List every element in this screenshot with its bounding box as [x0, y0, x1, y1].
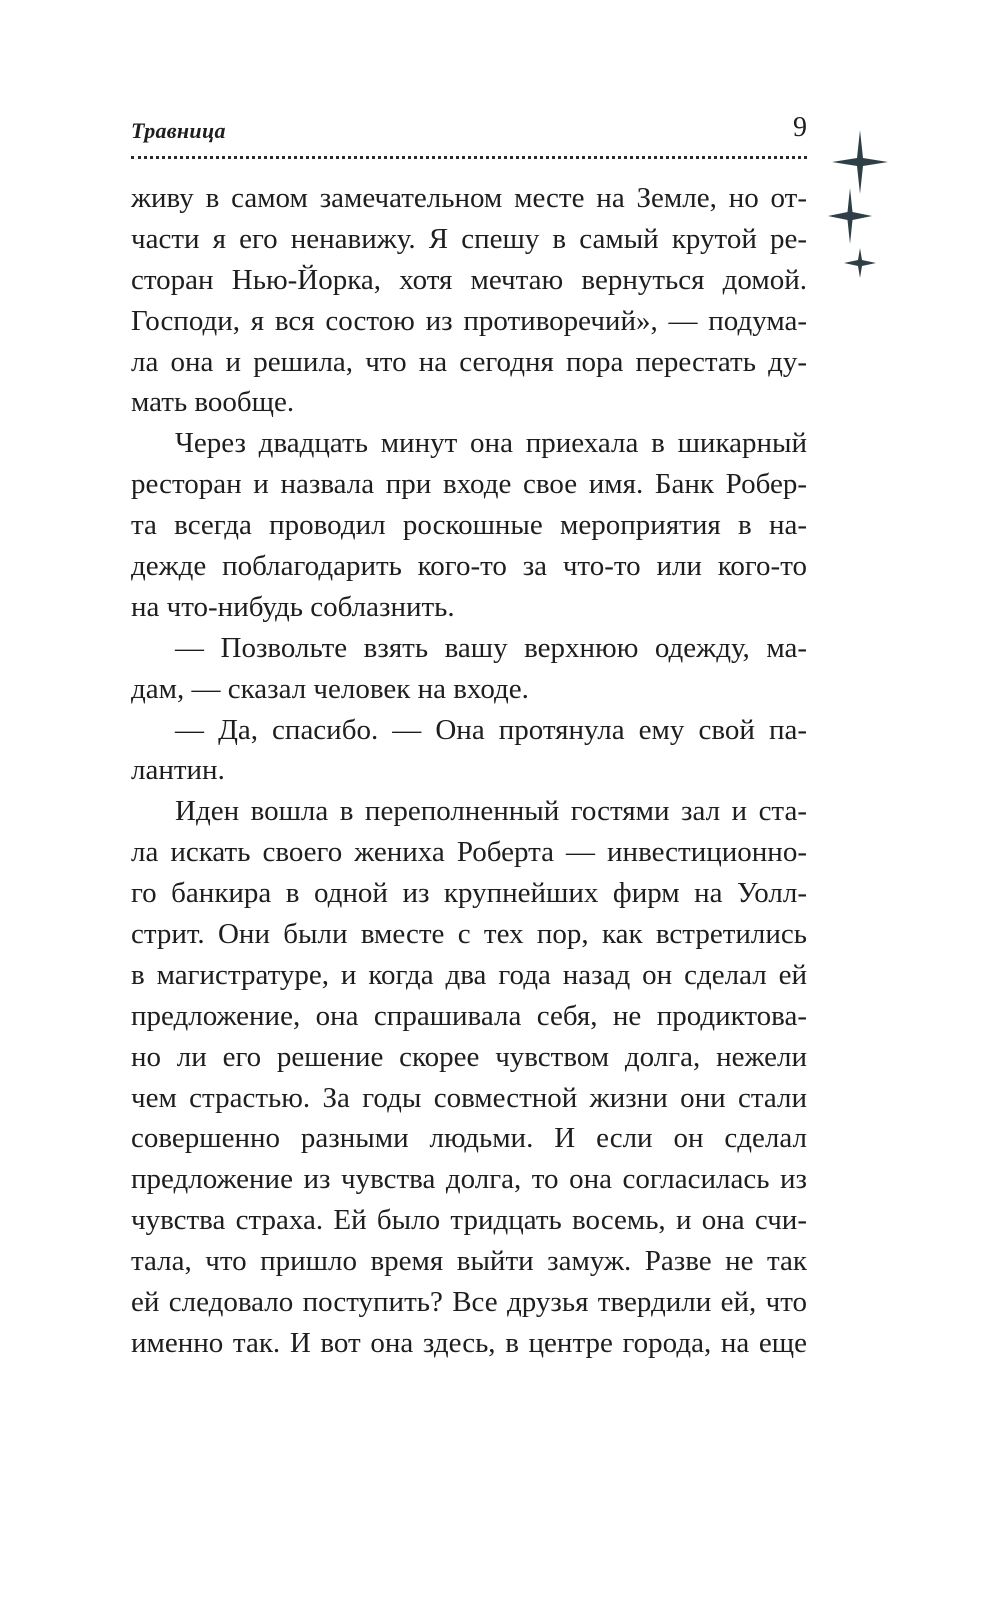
text-line: именно так. И вот она здесь, в центре города, на еще	[131, 1326, 807, 1359]
text-line: тала, что пришло время выйти замуж. Разве не так	[131, 1245, 807, 1278]
text-line: Иден вошла в переполненный гостями зал и ста-	[175, 795, 807, 828]
running-title: Травница	[131, 118, 226, 143]
text-line: Господи, я вся состою из противоречий», — подума-	[131, 304, 807, 337]
text-line: чувства страха. Ей было тридцать восемь, и она счи-	[131, 1204, 807, 1237]
text-line: ей следовало поступить? Все друзья твердили ей, что	[131, 1286, 807, 1319]
text-line: ла она и решила, что на сегодня пора перестать ду-	[131, 345, 807, 378]
text-line: предложение из чувства долга, то она согласилась из	[131, 1163, 807, 1196]
text-line: дежде поблагодарить кого-то за что-то или кого-то	[131, 550, 807, 583]
running-header	[131, 112, 807, 152]
text-line: Через двадцать минут она приехала в шикарный	[175, 427, 807, 460]
text-line: сторан Нью-Йорка, хотя мечтаю вернуться домой.	[131, 263, 807, 296]
text-line: совершенно разными людьми. И если он сделал	[131, 1122, 807, 1155]
page-number: 9	[793, 112, 807, 143]
text-line: но ли его решение скорее чувством долга, нежели	[131, 1040, 807, 1073]
text-line: предложение, она спрашивала себя, не продиктова-	[131, 999, 807, 1032]
text-line: та всегда проводил роскошные мероприятия в на-	[131, 509, 807, 542]
text-line: — Позвольте взять вашу верхнюю одежду, ма-	[175, 631, 807, 664]
text-line: лантин.	[131, 754, 225, 787]
sparkle-stars-decoration	[820, 130, 900, 290]
text-line: — Да, спасибо. — Она протянула ему свой па-	[175, 713, 807, 746]
text-line: стрит. Они были вместе с тех пор, как встретились	[131, 918, 807, 951]
sparkle-star-icon	[832, 130, 888, 194]
text-line: го банкира в одной из крупнейших фирм на Уолл-	[131, 877, 807, 910]
body-text	[131, 178, 807, 1364]
text-line: дам, — сказал человек на входе.	[131, 672, 529, 705]
text-line: ресторан и назвала при входе свое имя. Банк Робер-	[131, 468, 807, 501]
text-line: живу в самом замечательном месте на Земле, но от-	[131, 182, 807, 214]
sparkle-star-icon	[828, 188, 872, 244]
text-line: мать вообще.	[131, 386, 295, 419]
text-line: на что-нибудь соблазнить.	[131, 590, 455, 623]
text-line: в магистратуре, и когда два года назад он сделал ей	[131, 958, 807, 991]
text-line: чем страстью. За годы совместной жизни они стали	[131, 1081, 807, 1114]
header-dotted-rule	[131, 156, 807, 159]
text-line: ла искать своего жениха Роберта — инвестиционно-	[131, 836, 807, 869]
sparkle-star-icon	[844, 248, 876, 278]
text-line: части я его ненавижу. Я спешу в самый крутой ре-	[131, 222, 807, 255]
